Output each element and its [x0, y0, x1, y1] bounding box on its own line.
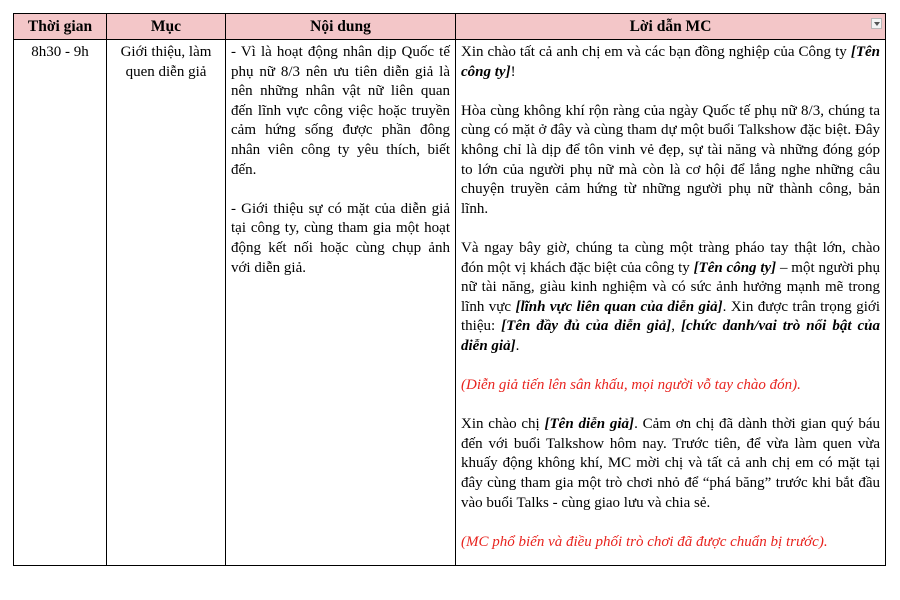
mc-text: Xin chào tất cả anh chị em và các bạn đồng nghiệp của Công ty	[461, 44, 851, 60]
agenda-table	[13, 13, 886, 566]
placeholder-company: [Tên công ty]	[693, 259, 777, 276]
mc-text: – một người phụ nữ tài năng, giàu kinh nghiệm và có sức ảnh hưởng mạnh mẽ trong lĩnh vực	[461, 259, 880, 315]
placeholder-speaker-name: [Tên diễn giả]	[544, 416, 635, 433]
header-row	[14, 14, 886, 40]
mc-text: . Cảm ơn chị đã dành thời gian quý báu đến với buổi Talkshow hôm nay. Trước tiên, để vừa làm quen vừa khuấy động không khí, MC mời chị và tất cả anh chị em có mặt tại đây cùng tham gia một trò chơi nhỏ để “phá băng” trước khi bắt đầu vào buổi Talks - cùng giao lưu và chia sẻ.	[461, 416, 881, 511]
stage-direction: (Diễn giả tiến lên sân khấu, mọi người vỗ tay chào đón).	[461, 377, 801, 394]
mc-paragraph-welcome	[461, 239, 880, 357]
header-content: Nội dung	[226, 14, 456, 40]
header-mc	[456, 14, 886, 40]
mc-text: ,	[671, 318, 681, 335]
cell-time: 8h30 - 9h	[14, 40, 107, 566]
stage-direction: (MC phổ biến và điều phối trò chơi đã được chuẩn bị trước).	[461, 533, 828, 550]
placeholder-field: [lĩnh vực liên quan của diễn giả]	[515, 298, 723, 315]
content-paragraph: - Giới thiệu sự có mặt của diễn giả tại công ty, cùng tham gia một hoạt động kết nối hoặc cùng chụp ảnh với diễn giả.	[231, 200, 450, 276]
cell-item: Giới thiệu, làm quen diễn giả	[107, 40, 226, 566]
cell-content	[226, 40, 456, 566]
cell-mc-script	[456, 40, 886, 566]
placeholder-speaker-full-name: [Tên đầy đủ của diễn giả]	[501, 318, 672, 335]
mc-text: Xin chào chị	[461, 416, 545, 433]
mc-text: Và ngay bây giờ, chúng ta cùng một tràng pháo tay thật lớn, chào đón một vị khách đặc biệt của công ty	[461, 239, 880, 276]
header-mc-label: Lời dẫn MC	[629, 17, 712, 35]
table-row	[14, 40, 886, 566]
content-paragraph: - Vì là hoạt động nhân dịp Quốc tế phụ nữ 8/3 nên ưu tiên diễn giả là nên những nhân vật nữ liên quan đến lĩnh vực công việc hoặc truyền cảm hứng sống được phần đông nhân viên công ty yêu thích, biết đến.	[231, 44, 450, 178]
mc-paragraph-intro: Hòa cùng không khí rộn ràng của ngày Quốc tế phụ nữ 8/3, chúng ta cùng có mặt ở đây và cùng tham dự một buổi Talkshow đặc biệt. Đây không chỉ là dịp để tôn vinh vẻ đẹp, sự tài năng và những đóng góp to lớn của người phụ nữ mà còn là cơ hội để lắng nghe những câu chuyện truyền cảm hứng từ những người phụ nữ thành công, bản lĩnh.	[461, 102, 880, 217]
header-time: Thời gian	[14, 14, 107, 40]
header-item: Mục	[107, 14, 226, 40]
mc-text: . Xin được trân trọng giới thiệu:	[461, 298, 880, 335]
mc-paragraph-greeting	[461, 43, 880, 82]
mc-paragraph-icebreaker	[461, 415, 880, 513]
mc-text: !	[510, 63, 516, 80]
placeholder-speaker-title: [chức danh/vai trò nổi bật của diễn giả]	[461, 318, 881, 354]
placeholder-company: [Tên công ty]	[461, 44, 880, 80]
mc-text: .	[515, 337, 520, 354]
column-filter-dropdown-icon[interactable]	[871, 18, 882, 29]
